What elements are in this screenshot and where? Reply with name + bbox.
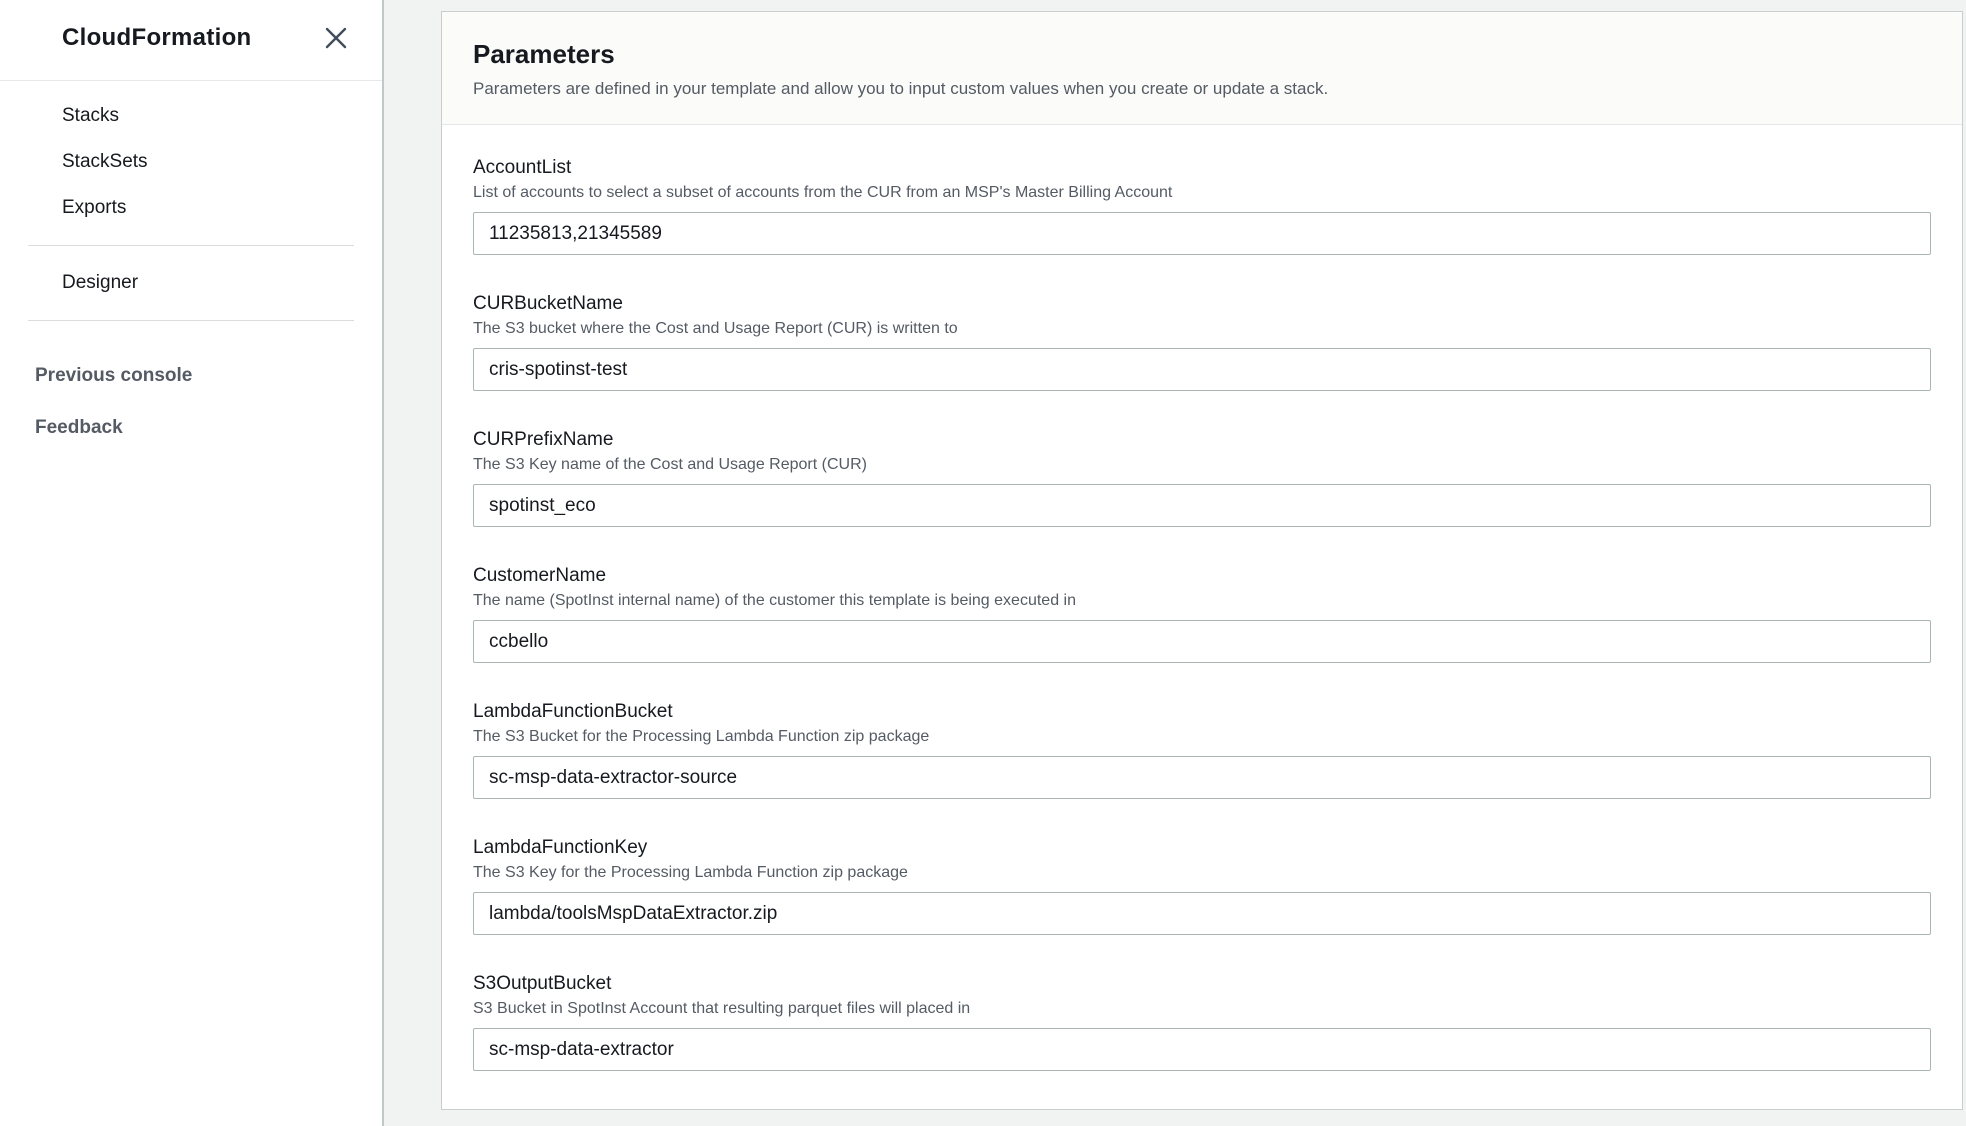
parameter-group — [473, 700, 1931, 799]
sidebar-divider — [28, 245, 354, 246]
sidebar-divider — [28, 320, 354, 321]
parameter-name: LambdaFunctionKey — [473, 837, 648, 858]
parameter-input-curbucketname[interactable] — [473, 348, 1931, 391]
parameter-description: The S3 Bucket for the Processing Lambda Function zip package — [473, 728, 930, 745]
parameters-list — [442, 125, 1962, 1071]
sidebar-item-label: StackSets — [62, 151, 148, 172]
sidebar-footer — [0, 363, 382, 441]
parameter-name: S3OutputBucket — [473, 973, 612, 994]
parameter-group — [473, 292, 1931, 391]
main-content — [384, 0, 1966, 1126]
parameter-name: CURBucketName — [473, 293, 623, 314]
panel-description: Parameters are defined in your template and allow you to input custom values when you create or update a stack. — [473, 79, 1329, 98]
sidebar-header — [0, 0, 382, 52]
parameter-description: The S3 Key for the Processing Lambda Function zip package — [473, 864, 908, 881]
parameters-panel-header — [442, 12, 1962, 125]
parameter-description: List of accounts to select a subset of accounts from the CUR from an MSP's Master Billing Account — [473, 184, 1173, 201]
sidebar-item-designer[interactable] — [0, 260, 382, 306]
close-sidebar-button[interactable] — [322, 24, 350, 52]
parameter-name: CustomerName — [473, 565, 607, 586]
parameter-group — [473, 156, 1931, 255]
parameter-description: The name (SpotInst internal name) of the customer this template is being executed in — [473, 592, 1076, 609]
parameter-input-customername[interactable] — [473, 620, 1931, 663]
sidebar-item-label: Previous console — [35, 365, 193, 386]
parameter-input-accountlist[interactable] — [473, 212, 1931, 255]
parameter-input-s3outputbucket[interactable] — [473, 1028, 1931, 1071]
parameter-description: The S3 Key name of the Cost and Usage Report (CUR) — [473, 456, 867, 473]
sidebar-item-stacks[interactable] — [0, 93, 382, 139]
parameter-input-curprefixname[interactable] — [473, 484, 1931, 527]
sidebar-item-previous-console[interactable] — [0, 363, 382, 389]
parameter-description: S3 Bucket in SpotInst Account that resulting parquet files will placed in — [473, 1000, 971, 1017]
sidebar-item-label: Stacks — [62, 105, 120, 126]
sidebar-item-feedback[interactable] — [0, 415, 382, 441]
sidebar-nav — [0, 81, 382, 441]
parameter-name: AccountList — [473, 157, 572, 178]
close-icon — [323, 25, 349, 51]
sidebar-item-label: Designer — [62, 272, 139, 293]
parameter-name: LambdaFunctionBucket — [473, 701, 673, 722]
sidebar-item-label: Exports — [62, 197, 127, 218]
parameter-group — [473, 428, 1931, 527]
parameter-input-lambdafunctionkey[interactable] — [473, 892, 1931, 935]
sidebar-item-exports[interactable] — [0, 185, 382, 231]
sidebar — [0, 0, 384, 1126]
parameter-input-lambdafunctionbucket[interactable] — [473, 756, 1931, 799]
parameters-panel — [441, 11, 1963, 1110]
panel-title: Parameters — [473, 39, 615, 69]
parameter-group — [473, 564, 1931, 663]
sidebar-item-label: Feedback — [35, 417, 123, 438]
sidebar-title: CloudFormation — [62, 24, 252, 51]
sidebar-item-stacksets[interactable] — [0, 139, 382, 185]
parameter-description: The S3 bucket where the Cost and Usage Report (CUR) is written to — [473, 320, 958, 337]
parameter-group — [473, 972, 1931, 1071]
parameter-name: CURPrefixName — [473, 429, 614, 450]
parameter-group — [473, 836, 1931, 935]
